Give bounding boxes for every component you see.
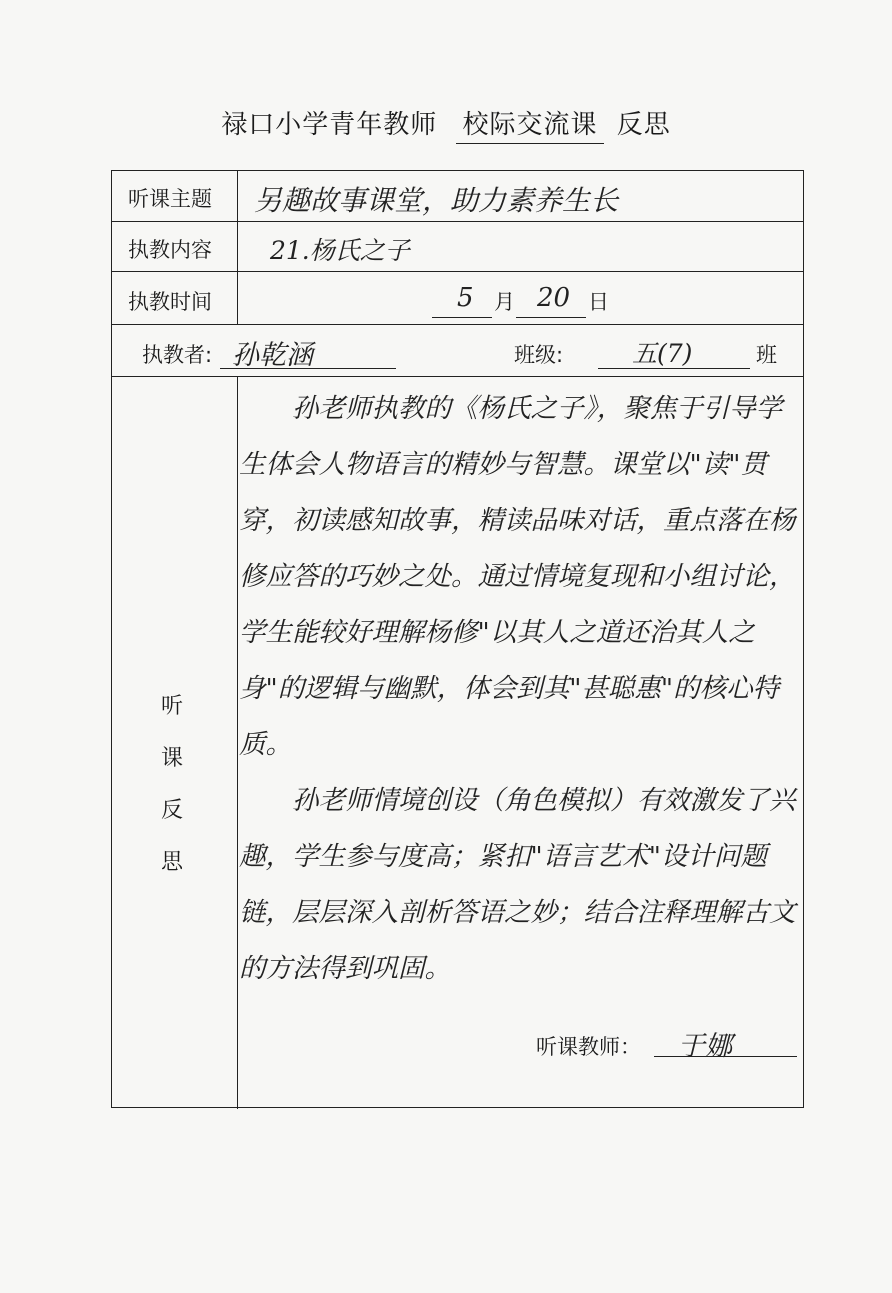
observer-signature: 于娜 <box>678 1031 732 1062</box>
row-divider <box>112 271 803 272</box>
day-value: 20 <box>537 283 571 313</box>
reflection-paragraph-1: 孙老师执教的《杨氏之子》，聚焦于引导学生体会人物语言的精妙与智慧。课堂以"读"贯穿，初读感知故事，精读品味对话，重点落在杨修应答的巧妙之处。通过情境复现和小组讨论，学生能较好理解杨修"以其人之道还治其人之身"的逻辑与幽默，体会到其"甚聪惠"的核心特质。 <box>239 393 796 760</box>
column-divider <box>237 376 238 1109</box>
content-label: 执教内容 <box>128 238 212 262</box>
month-value: 5 <box>457 283 474 313</box>
reflection-body <box>239 381 799 997</box>
row-divider <box>112 221 803 222</box>
observer-label: 听课教师： <box>536 1035 641 1059</box>
reflection-label-char: 反 <box>160 798 183 823</box>
teacher-underline <box>220 368 396 369</box>
column-divider <box>237 171 238 324</box>
topic-label: 听课主题 <box>128 187 212 211</box>
content-value: 21.杨氏之子 <box>270 236 410 265</box>
class-unit: 班 <box>756 343 777 367</box>
class-label: 班级: <box>514 343 564 367</box>
reflection-paragraph-2: 孙老师情境创设（角色模拟）有效激发了兴趣，学生参与度高；紧扣"语言艺术"设计问题链，层层深入剖析答语之妙；结合注释理解古文的方法得到巩固。 <box>239 785 796 984</box>
time-label: 执教时间 <box>128 290 212 314</box>
reflection-label-char: 思 <box>160 850 183 875</box>
title-course-type: 校际交流课 <box>456 104 603 144</box>
class-value: 五(7) <box>632 339 693 368</box>
row-divider <box>112 376 803 377</box>
month-underline <box>432 317 492 318</box>
reflection-label <box>152 681 192 889</box>
reflection-form <box>111 170 804 1108</box>
month-unit: 月 <box>494 290 515 314</box>
day-unit: 日 <box>588 290 609 314</box>
reflection-label-char: 听 <box>160 694 183 719</box>
row-divider <box>112 324 803 325</box>
reflection-label-char: 课 <box>160 746 183 771</box>
teacher-label: 执教者: <box>142 343 213 367</box>
topic-value: 另趣故事课堂，助力素养生长 <box>254 184 619 217</box>
document-title <box>0 104 892 144</box>
day-underline <box>516 317 586 318</box>
title-suffix: 反思 <box>616 110 671 140</box>
observer-underline <box>654 1056 797 1057</box>
class-underline <box>598 368 750 369</box>
teacher-value: 孙乾涵 <box>232 340 313 371</box>
title-prefix: 禄口小学青年教师 <box>221 110 438 140</box>
